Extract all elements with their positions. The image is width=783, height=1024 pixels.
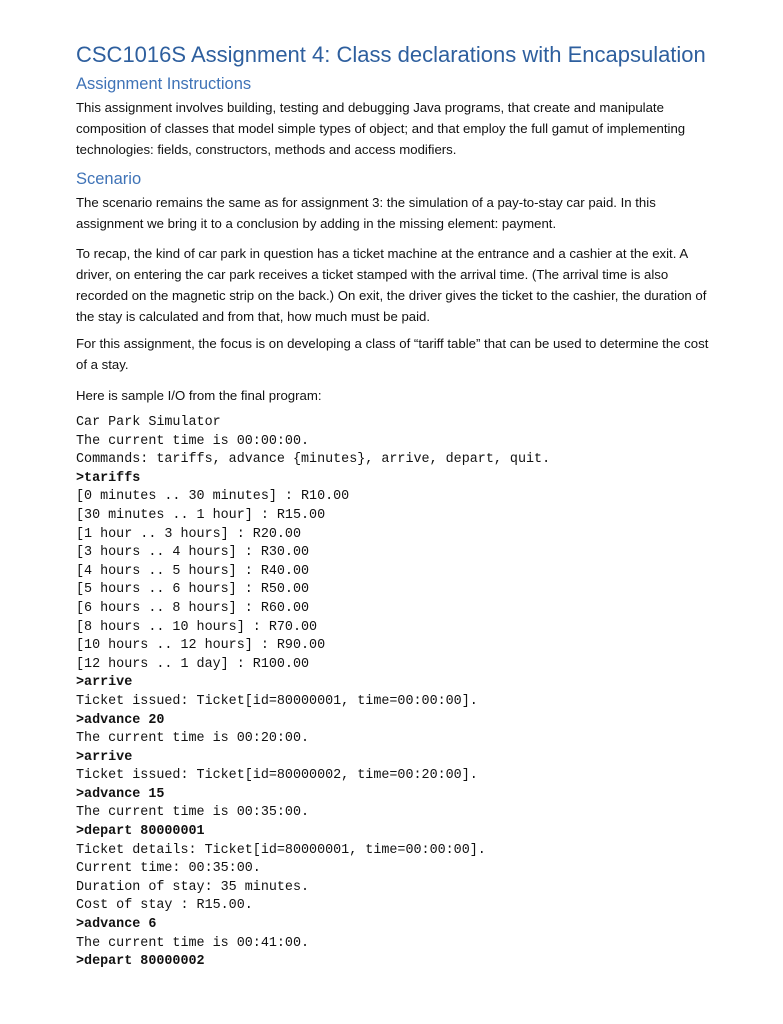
io-output-line: [3 hours .. 4 hours] : R30.00	[76, 545, 310, 561]
io-output-line: Current time: 00:35:00.	[76, 861, 261, 877]
scenario-paragraph-4: Here is sample I/O from the final program:	[76, 388, 322, 403]
scenario-paragraph-3: For this assignment, the focus is on developing a class of “tariff table” that can be used to determine the cost of a stay.	[76, 336, 709, 372]
io-output-line: The current time is 00:41:00.	[76, 935, 310, 951]
io-output-line: Duration of stay: 35 minutes.	[76, 879, 310, 895]
io-command-line: >advance 20	[76, 712, 165, 728]
scenario-paragraph-1: The scenario remains the same as for assignment 3: the simulation of a pay-to-stay car paid. In this assignment we bring it to a conclusion by adding in the missing element: payment.	[76, 195, 656, 231]
io-output-line: [5 hours .. 6 hours] : R50.00	[76, 582, 310, 598]
io-output-line: Car Park Simulator	[76, 415, 221, 430]
scenario-heading: Scenario	[76, 170, 142, 188]
io-output-line: [4 hours .. 5 hours] : R40.00	[76, 563, 310, 579]
io-output-line: [0 minutes .. 30 minutes] : R10.00	[76, 489, 350, 505]
io-output-line: Ticket issued: Ticket[id=80000002, time=00:20:00].	[76, 768, 478, 784]
io-output-line: Commands: tariffs, advance {minutes}, arrive, depart, quit.	[76, 452, 551, 468]
instructions-text: This assignment involves building, testing and debugging Java programs, that create and manipulate composition of classes that model simple types of object; and that employ the full gamut of implementing technologies: fields, constructors, methods and access modifiers.	[76, 100, 686, 157]
io-output-line: Ticket issued: Ticket[id=80000001, time=00:00:00].	[76, 693, 478, 709]
io-command-line: >depart 80000001	[76, 824, 205, 840]
io-command-line: >advance 15	[76, 786, 165, 802]
io-command-line: >advance 6	[76, 917, 157, 933]
io-output-line: [6 hours .. 8 hours] : R60.00	[76, 600, 310, 616]
instructions-heading: Assignment Instructions	[76, 75, 252, 93]
io-output-line: [8 hours .. 10 hours] : R70.00	[76, 619, 318, 635]
io-output-line: Ticket details: Ticket[id=80000001, time=00:00:00].	[76, 842, 486, 858]
page-title: CSC1016S Assignment 4: Class declarations with Encapsulation	[76, 42, 706, 67]
io-output-line: [12 hours .. 1 day] : R100.00	[76, 656, 310, 672]
io-output-line: [1 hour .. 3 hours] : R20.00	[76, 526, 301, 542]
io-command-line: >arrive	[76, 749, 133, 765]
scenario-paragraph-2: To recap, the kind of car park in question has a ticket machine at the entrance and a cashier at the exit. A driver, on entering the car park receives a ticket stamped with the arrival time. (The arrival time is also recorded on the magnetic strip on the back.) On exit, the driver gives the ticket to the cashier, the duration of the stay is calculated and from that, how much must be paid.	[76, 246, 707, 324]
io-command-line: >depart 80000002	[76, 954, 205, 970]
sample-io-block	[76, 414, 756, 972]
io-command-line: >tariffs	[76, 470, 141, 486]
io-output-line: The current time is 00:20:00.	[76, 731, 310, 747]
io-output-line: Cost of stay : R15.00.	[76, 898, 253, 914]
io-output-line: [30 minutes .. 1 hour] : R15.00	[76, 507, 326, 523]
io-command-line: >arrive	[76, 675, 133, 691]
io-output-line: The current time is 00:35:00.	[76, 805, 310, 821]
io-output-line: [10 hours .. 12 hours] : R90.00	[76, 638, 326, 654]
io-output-line: The current time is 00:00:00.	[76, 433, 310, 449]
